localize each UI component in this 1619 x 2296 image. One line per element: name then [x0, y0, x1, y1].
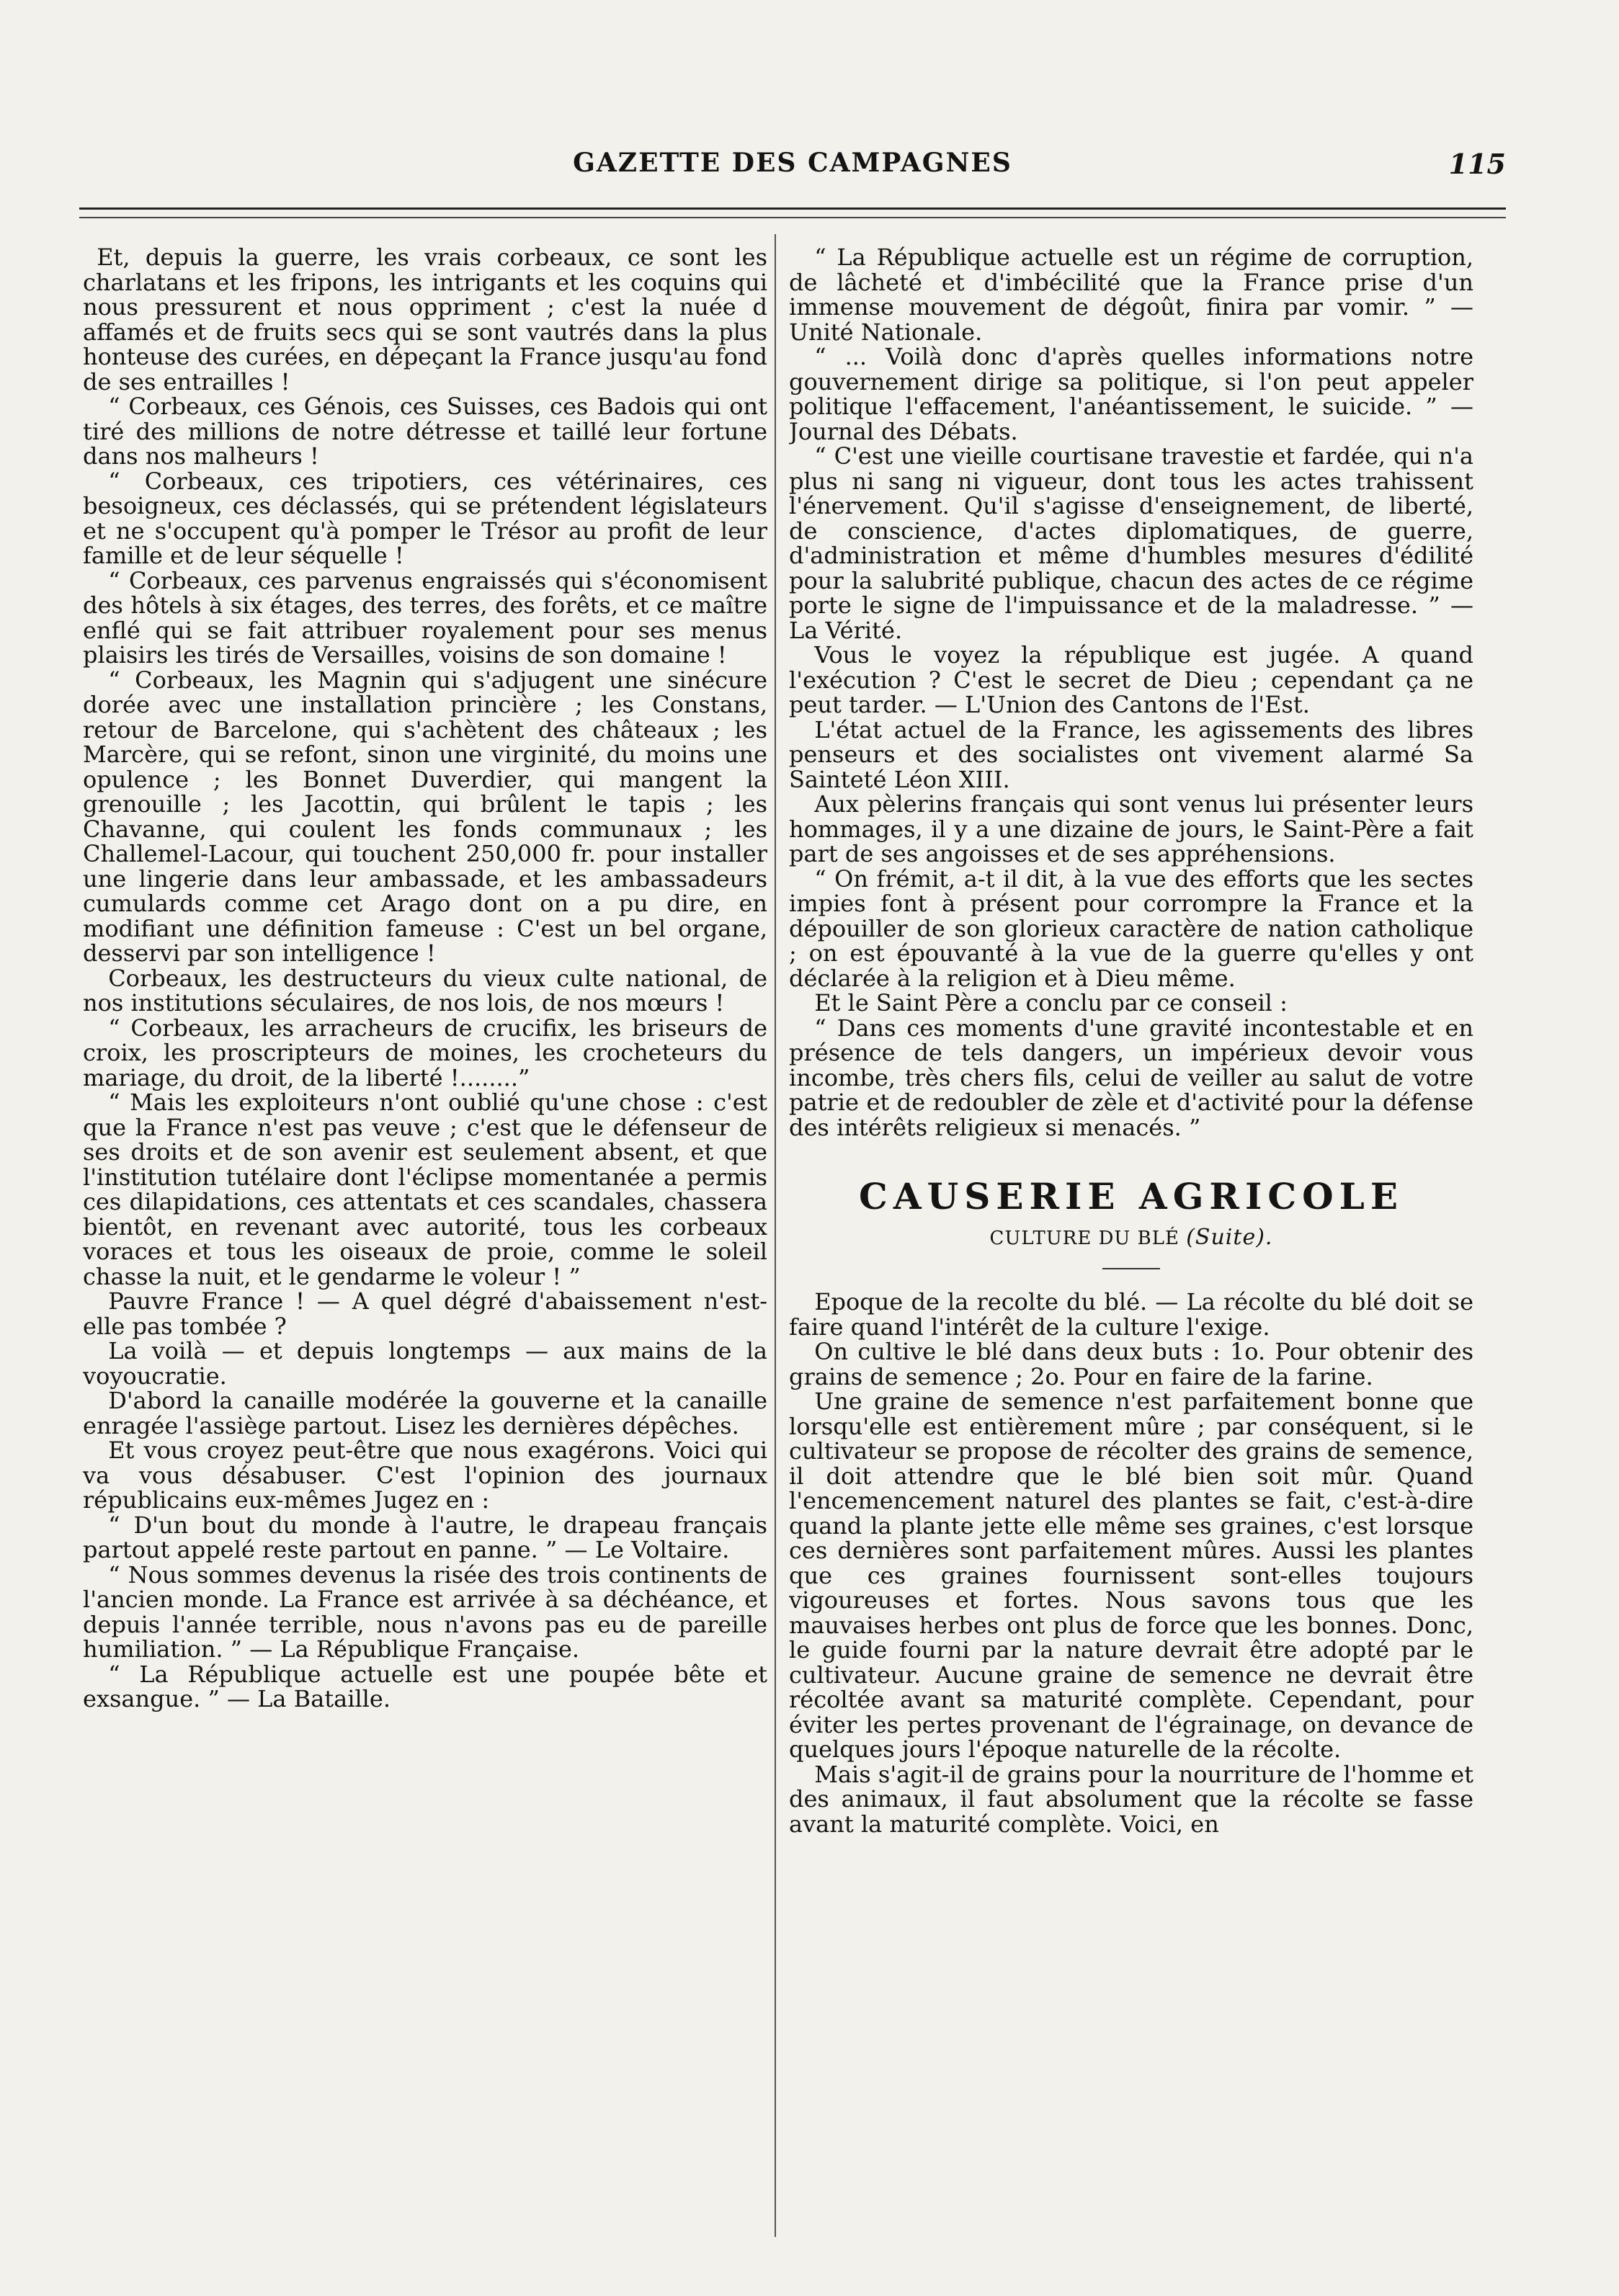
header-rule [79, 207, 1506, 218]
paragraph: “ D'un bout du monde à l'autre, le drapeau français partout appelé reste partout en panne. ” — Le Voltaire. [83, 1511, 767, 1563]
section-paragraph: Mais s'agit-il de grains pour la nourriture de l'homme et des animaux, il faut absolument que la récolte se fasse avant la maturité complète. Voici, en [789, 1760, 1473, 1838]
paragraph: Vous le voyez la république est jugée. A quand l'exécution ? C'est le secret de Dieu ; cependant ça ne peut tarder. — L'Union des Cantons de l'Est. [789, 641, 1473, 718]
paragraph: “ Corbeaux, les arracheurs de crucifix, les briseurs de croix, les proscripteurs de moines, les crocheteurs du mariage, du droit, de la liberté !........” [83, 1014, 767, 1091]
paragraph: “ On frémit, a-t il dit, à la vue des efforts que les sectes impies font à présent pour corrompre la France et la dépouiller de son glorieux caractère de nation catholique ; on est épouvanté à la vue de la guerre qu'elles y ont déclarée à la religion et à Dieu même. [789, 865, 1473, 992]
section-paragraph: Epoque de la recolte du blé. — La récolte du blé doit se faire quand l'intérêt de la culture l'exige. [789, 1288, 1473, 1341]
section-rule [1102, 1268, 1160, 1269]
paragraph: Corbeaux, les destructeurs du vieux culte national, de nos institutions séculaires, de nos lois, de nos mœurs ! [83, 964, 767, 1017]
paragraph: “ La République actuelle est une poupée bête et exsangue. ” — La Bataille. [83, 1660, 767, 1712]
section-subtitle [789, 1225, 1473, 1251]
paragraph: D'abord la canaille modérée la gouverne et la canaille enragée l'assiège partout. Lisez les dernières dépêches. [83, 1387, 767, 1439]
paragraph: “ La République actuelle est un régime de corruption, de lâcheté et d'imbécilité que la France prise d'un immense mouvement de dégoût, finira par vomir. ” — Unité Nationale. [789, 245, 1473, 346]
section-paragraph: On cultive le blé dans deux buts : 1o. Pour obtenir des grains de semence ; 2o. Pour en faire de la farine. [789, 1338, 1473, 1390]
running-title: GAZETTE DES CAMPAGNES [573, 148, 1012, 178]
section-paragraph: Une graine de semence n'est parfaitement bonne que lorsqu'elle est entièrement mûre ; par conséquent, si le cultivateur se propose de récolter des grains de semence, il doit attendre que le blé bien soit mûr. Quand l'encemencement naturel des plantes se fait, c'est-à-dire quand la plante jette elle même ses graines, c'est lorsque ces dernières sont parfaitement mûres. Aussi les plantes que ces graines fournissent sont-elles toujours vigoureuses et fortes. Nous savons tous que les mauvaises herbes ont plus de force que les bonnes. Donc, le guide fourni par la nature devrait être adopté par le cultivateur. Aucune graine de semence ne devrait être récoltée avant sa maturité complète. Cependant, pour éviter les pertes provenant de l'égrainage, on devance de quelques jours l'époque naturelle de la récolte. [789, 1388, 1473, 1763]
paragraph: Pauvre France ! — A quel dégré d'abaissement n'est-elle pas tombée ? [83, 1287, 767, 1340]
paragraph: Aux pèlerins français qui sont venus lui présenter leurs hommages, il y a une dizaine de jours, le Saint-Père a fait part de ses angoisses et de ses appréhensions. [789, 790, 1473, 867]
paragraph: “ Corbeaux, ces tripotiers, ces vétérinaires, ces besoigneux, ces déclassés, qui se prétendent législateurs et ne s'occupent qu'à pomper le Trésor au profit de leur famille et de leur séquelle ! [83, 467, 767, 569]
paragraph: Et le Saint Père a conclu par ce conseil : [814, 989, 1288, 1017]
subtitle-text: CULTURE DU BLÉ [989, 1227, 1179, 1249]
paragraph: “ Dans ces moments d'une gravité incontestable et en présence de tels dangers, un impérieux devoir vous incombe, très chers fils, celui de veiller au salut de votre patrie et de redoubler de zèle et d'activité pour la défense des intérêts religieux si menacés. ” [789, 1014, 1473, 1141]
page-number: 115 [1448, 148, 1506, 180]
subtitle-suffix: (Suite). [1186, 1224, 1273, 1250]
page-header [79, 148, 1506, 191]
left-column [83, 245, 767, 2241]
paragraph: Et, depuis la guerre, les vrais corbeaux, ce sont les charlatans et les fripons, les intrigants et les coquins qui nous pressurent et nous oppriment ; c'est la nuée d affamés et de fruits secs qui se sont vautrés dans la plus honteuse des curées, en dépeçant la France jusqu'au fond de ses entrailles ! [83, 245, 767, 396]
paragraph: La voilà — et depuis longtemps — aux mains de la voyoucratie. [83, 1337, 767, 1390]
paragraph: L'état actuel de la France, les agissements des libres penseurs et des socialistes ont vivement alarmé Sa Sainteté Léon XIII. [789, 715, 1473, 793]
column-divider [775, 234, 776, 2237]
section-title: CAUSERIE AGRICOLE [859, 1175, 1404, 1218]
right-column [789, 245, 1473, 2241]
paragraph: “ Corbeaux, ces Génois, ces Suisses, ces Badois qui ont tiré des millions de notre détresse et taillé leur fortune dans nos malheurs ! [83, 393, 767, 470]
paragraph: “ ... Voilà donc d'après quelles informations notre gouvernement dirige sa politique, si l'on peut appeler politique l'effacement, l'anéantissement, le suicide. ” — Journal des Débats. [789, 343, 1473, 445]
paragraph: “ Mais les exploiteurs n'ont oublié qu'une chose : c'est que la France n'est pas veuve ; c'est que le défenseur de ses droits et de son avenir est seulement absent, et que l'institution tutélaire dont l'éclipse momentanée a permis ces dilapidations, ces attentats et ces scandales, chassera bientôt, en revenant avec autorité, tous les corbeaux voraces et tous les oiseaux de proie, comme le soleil chasse la nuit, et le gendarme le voleur ! ” [83, 1089, 767, 1290]
paragraph: “ Corbeaux, les Magnin qui s'adjugent une sinécure dorée avec une installation princière ; les Constans, retour de Barcelone, qui s'achètent des châteaux ; les Marcère, qui se refont, sinon une virginité, du moins une opulence ; les Bonnet Duverdier, qui mangent la grenouille ; les Jacottin, qui brûlent le tapis ; les Chavanne, qui coulent les fonds communaux ; les Challemel-Lacour, qui touchent 250,000 fr. pour installer une lingerie dans leur ambassade, et les ambassadeurs cumulards comme cet Arago dont on a pu dire, en modifiant une définition fameuse : C'est un bel organe, desservi par son intelligence ! [83, 666, 767, 967]
paragraph: “ Nous sommes devenus la risée des trois continents de l'ancien monde. La France est arrivée à sa déchéance, et depuis l'année terrible, nous n'avons pas eu de pareille humiliation. ” — La République Française. [83, 1560, 767, 1663]
paragraph: Et vous croyez peut-être que nous exagérons. Voici qui va vous désabuser. C'est l'opinion des journaux républicains eux-mêmes Jugez en : [83, 1437, 767, 1514]
paragraph: “ C'est une vieille courtisane travestie et fardée, qui n'a plus ni sang ni vigueur, dont tous les actes trahissent l'énervement. Qu'il s'agisse d'enseignement, de liberté, de conscience, d'actes diplomatiques, de guerre, d'administration et même d'humbles mesures d'édilité pour la salubrité publique, chacun des actes de ce régime porte le signe de l'impuissance et de la maladresse. ” — La Vérité. [789, 442, 1473, 644]
paragraph: “ Corbeaux, ces parvenus engraissés qui s'économisent des hôtels à six étages, des terres, des forêts, et ce maître enflé qui se fait attribuer royalement pour ses menus plaisirs les tirés de Versailles, voisins de son domaine ! [83, 566, 767, 669]
